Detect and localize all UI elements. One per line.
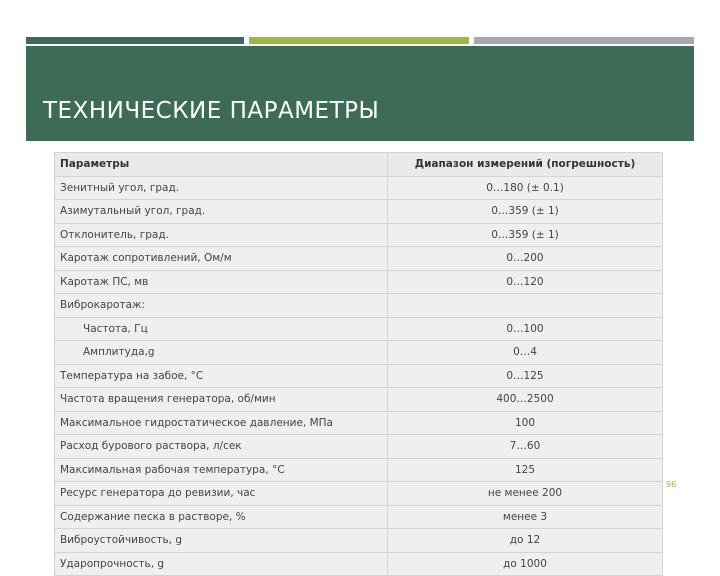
value-cell: 0…125 bbox=[388, 364, 663, 388]
value-cell: 0…180 (± 0.1) bbox=[388, 176, 663, 200]
value-cell: 0…100 bbox=[388, 317, 663, 341]
table-row bbox=[55, 388, 663, 412]
table-row bbox=[55, 435, 663, 459]
top-accent-bar-light-green bbox=[249, 37, 469, 44]
table-row bbox=[55, 200, 663, 224]
parameters-table bbox=[54, 152, 663, 576]
value-cell: 125 bbox=[388, 458, 663, 482]
param-cell: Амплитуда,g bbox=[55, 341, 388, 365]
table-header-row bbox=[55, 153, 663, 177]
param-cell: Каротаж сопротивлений, Ом/м bbox=[55, 247, 388, 271]
value-cell: до 12 bbox=[388, 529, 663, 553]
table-row bbox=[55, 317, 663, 341]
value-cell: 0…120 bbox=[388, 270, 663, 294]
table-row bbox=[55, 458, 663, 482]
slide-title: ТЕХНИЧЕСКИЕ ПАРАМЕТРЫ bbox=[43, 98, 380, 124]
value-cell bbox=[388, 294, 663, 318]
param-cell: Азимутальный угол, град. bbox=[55, 200, 388, 224]
table-row bbox=[55, 223, 663, 247]
param-cell: Частота, Гц bbox=[55, 317, 388, 341]
value-cell: до 1000 bbox=[388, 552, 663, 576]
table-row bbox=[55, 364, 663, 388]
param-cell: Виброустойчивость, g bbox=[55, 529, 388, 553]
param-cell: Температура на забое, °С bbox=[55, 364, 388, 388]
page-number: 96 bbox=[666, 480, 677, 489]
value-cell: менее 3 bbox=[388, 505, 663, 529]
table-row bbox=[55, 529, 663, 553]
value-cell: 400…2500 bbox=[388, 388, 663, 412]
param-cell: Содержание песка в растворе, % bbox=[55, 505, 388, 529]
param-cell: Виброкаротаж: bbox=[55, 294, 388, 318]
value-cell: 7…60 bbox=[388, 435, 663, 459]
param-cell: Частота вращения генератора, об/мин bbox=[55, 388, 388, 412]
value-cell: 0…359 (± 1) bbox=[388, 200, 663, 224]
header-parameters: Параметры bbox=[55, 153, 388, 177]
header-range: Диапазон измерений (погрешность) bbox=[388, 153, 663, 177]
table-row bbox=[55, 176, 663, 200]
table-row bbox=[55, 341, 663, 365]
table-row bbox=[55, 247, 663, 271]
title-banner bbox=[26, 46, 694, 141]
value-cell: не менее 200 bbox=[388, 482, 663, 506]
value-cell: 0…200 bbox=[388, 247, 663, 271]
value-cell: 0…4 bbox=[388, 341, 663, 365]
table-row bbox=[55, 552, 663, 576]
param-cell: Зенитный угол, град. bbox=[55, 176, 388, 200]
top-accent-bar-gray bbox=[474, 37, 694, 44]
table-row bbox=[55, 482, 663, 506]
param-cell: Ударопрочность, g bbox=[55, 552, 388, 576]
value-cell: 100 bbox=[388, 411, 663, 435]
table-row bbox=[55, 411, 663, 435]
top-accent-bar-dark-green bbox=[26, 37, 244, 44]
table-row bbox=[55, 270, 663, 294]
param-cell: Ресурс генератора до ревизии, час bbox=[55, 482, 388, 506]
param-cell: Отклонитель, град. bbox=[55, 223, 388, 247]
table-row bbox=[55, 294, 663, 318]
param-cell: Каротаж ПС, мв bbox=[55, 270, 388, 294]
value-cell: 0…359 (± 1) bbox=[388, 223, 663, 247]
table-row bbox=[55, 505, 663, 529]
param-cell: Максимальное гидростатическое давление, МПа bbox=[55, 411, 388, 435]
param-cell: Максимальная рабочая температура, °С bbox=[55, 458, 388, 482]
param-cell: Расход бурового раствора, л/сек bbox=[55, 435, 388, 459]
